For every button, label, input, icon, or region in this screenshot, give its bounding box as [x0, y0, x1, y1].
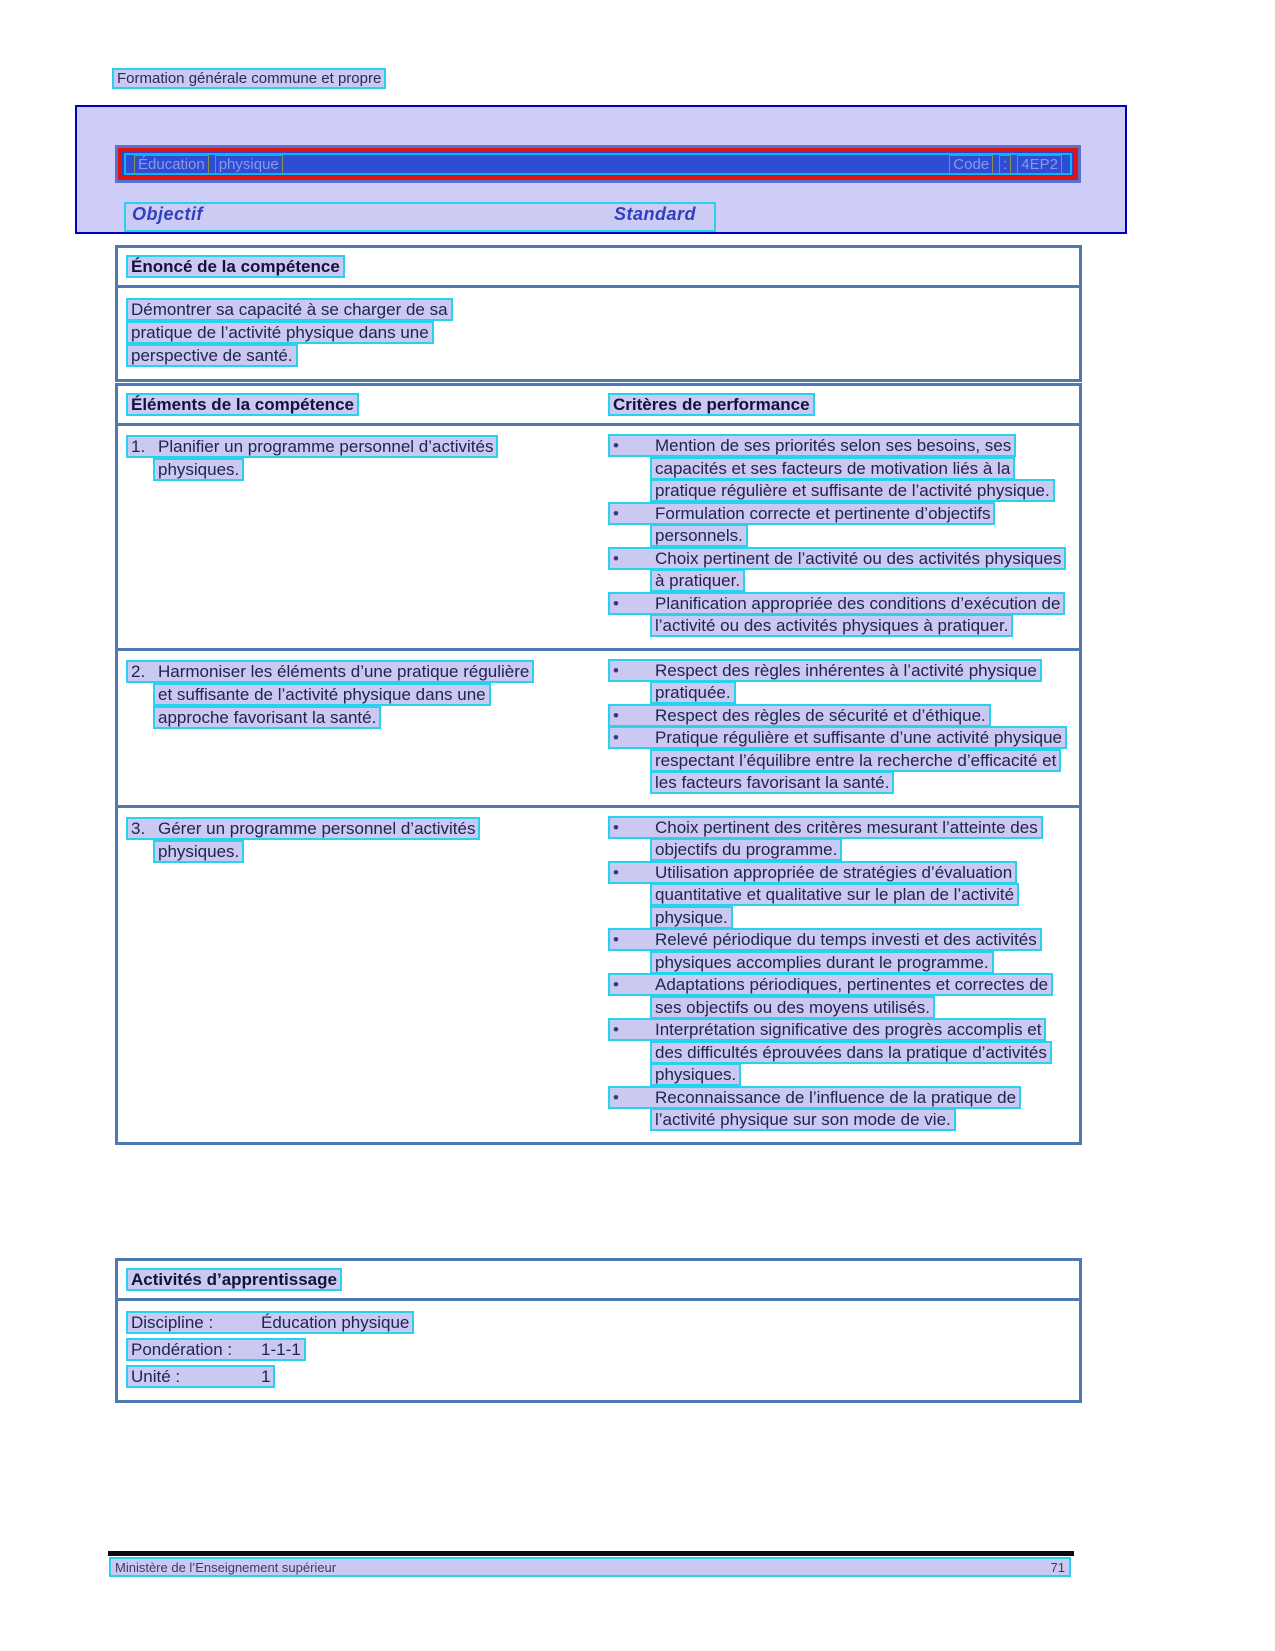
- element-number: 2.: [131, 661, 146, 681]
- activites-body: [118, 1301, 1079, 1400]
- element-cell-1: [118, 426, 600, 648]
- element-cell-2: [118, 651, 600, 805]
- footer-text: Ministère de l’Enseignement supérieur: [115, 1559, 337, 1575]
- bullet-icon: •: [613, 862, 619, 882]
- criterion-item: [608, 974, 1073, 1019]
- elements-header: Éléments de la compétence: [126, 393, 359, 416]
- criteria-cell-2: [600, 651, 1079, 805]
- table-row: [118, 426, 1079, 651]
- criterion-text: Relevé périodique du temps investi et des activités physiques accomplies durant le programme.: [655, 930, 1037, 972]
- element-item: [126, 660, 534, 729]
- title-bar-ocr-strip: [124, 153, 1072, 175]
- competence-table: [115, 383, 1082, 1145]
- bullet-icon: •: [613, 436, 619, 455]
- criterion-item: [608, 503, 1073, 548]
- criterion-text: Pratique régulière et suffisante d’une activité physique respectant l’équilibre entre la recherche d’efficacité et les facteurs favorisant la santé.: [655, 728, 1062, 792]
- bullet-icon: •: [613, 817, 619, 837]
- element-item: [126, 435, 498, 481]
- title-section: [75, 105, 1127, 234]
- criterion-text: Planification appropriée des conditions d’exécution de l’activité ou des activités physiques à pratiquer.: [655, 593, 1061, 635]
- criterion-item: [608, 435, 1073, 503]
- bullet-icon: •: [613, 503, 619, 523]
- criterion-item: [608, 705, 1073, 728]
- enonce-body: [118, 288, 1079, 379]
- bullet-icon: •: [613, 975, 619, 994]
- activites-title: Activités d’apprentissage: [126, 1268, 342, 1291]
- element-text: Harmoniser les éléments d’une pratique régulière et suffisante de l’activité physique dans une approche favorisant la santé.: [158, 661, 530, 727]
- criterion-item: [608, 593, 1073, 638]
- objectif-standard-row: [124, 202, 716, 232]
- criterion-text: Respect des règles inhérentes à l’activité physique pratiquée.: [655, 660, 1037, 702]
- criterion-text: Respect des règles de sécurité et d’éthique.: [655, 705, 986, 725]
- elements-header-cell: [118, 386, 600, 423]
- element-number: 3.: [131, 818, 146, 838]
- bullet-icon: •: [613, 1020, 619, 1039]
- element-number: 1.: [131, 437, 146, 456]
- criterion-item: [608, 548, 1073, 593]
- table-row: [118, 651, 1079, 808]
- element-cell-3: [118, 808, 600, 1142]
- table-row: [118, 808, 1079, 1142]
- criterion-text: Formulation correcte et pertinente d’objectifs personnels.: [655, 503, 991, 545]
- element-text: Planifier un programme personnel d’activités physiques.: [158, 437, 494, 479]
- bullet-icon: •: [613, 593, 619, 613]
- bullet-icon: •: [613, 930, 619, 949]
- criterion-text: Mention de ses priorités selon ses besoins, ses capacités et ses facteurs de motivation liés à la pratique régulière et suffisante de l’activité physique.: [655, 436, 1050, 500]
- unite-row: [126, 1363, 1071, 1390]
- standard-label: Standard: [614, 204, 697, 224]
- enonce-text: Démontrer sa capacité à se charger de sa pratique de l’activité physique dans une perspective de santé.: [126, 298, 453, 367]
- criterion-text: Choix pertinent des critères mesurant l’atteinte des objectifs du programme.: [655, 817, 1038, 859]
- bullet-icon: •: [613, 705, 619, 725]
- course-title-bar: [115, 145, 1081, 183]
- criterion-item: [608, 929, 1073, 974]
- enonce-title: Énoncé de la compétence: [126, 255, 345, 278]
- unite-label: Unité :: [131, 1367, 181, 1386]
- objectif-label: Objectif: [132, 204, 204, 224]
- table-header-row: [118, 386, 1079, 426]
- bullet-icon: •: [613, 548, 619, 568]
- criterion-text: Interprétation significative des progrès accomplis et des difficultés éprouvées dans la pratique d’activités physiques.: [655, 1020, 1047, 1084]
- criteres-header: Critères de performance: [608, 393, 815, 416]
- footer: [109, 1557, 1071, 1577]
- ponderation-label: Pondération :: [131, 1340, 233, 1359]
- discipline-value: Éducation physique: [261, 1313, 410, 1332]
- course-title: Éducation physique: [134, 155, 283, 174]
- enonce-box: [115, 245, 1082, 382]
- element-item: [126, 817, 480, 863]
- criterion-item: [608, 1019, 1073, 1087]
- bullet-icon: •: [613, 660, 619, 680]
- page-header-label: Formation générale commune et propre: [112, 68, 386, 89]
- bullet-icon: •: [613, 1087, 619, 1107]
- criterion-text: Choix pertinent de l’activité ou des activités physiques à pratiquer.: [655, 548, 1062, 590]
- activites-header: [118, 1261, 1079, 1301]
- element-text: Gérer un programme personnel d’activités physiques.: [158, 818, 476, 861]
- discipline-label: Discipline :: [131, 1313, 214, 1332]
- criterion-item: [608, 727, 1073, 795]
- criterion-item: [608, 1087, 1073, 1132]
- criterion-item: [608, 660, 1073, 705]
- discipline-row: [126, 1309, 1071, 1336]
- footer-rule: [108, 1551, 1074, 1556]
- ponderation-row: [126, 1336, 1071, 1363]
- criterion-item: [608, 817, 1073, 862]
- bullet-icon: •: [613, 728, 619, 747]
- ponderation-value: 1-1-1: [261, 1340, 301, 1359]
- enonce-header: [118, 248, 1079, 288]
- criterion-text: Reconnaissance de l’influence de la pratique de l’activité physique sur son mode de vie.: [655, 1087, 1017, 1129]
- criteres-header-cell: [600, 386, 1079, 423]
- course-code: Code : 4EP2: [949, 155, 1062, 174]
- criterion-text: Utilisation appropriée de stratégies d’évaluation quantitative et qualitative sur le plan de l’activité physique.: [655, 862, 1015, 927]
- activites-box: [115, 1258, 1082, 1403]
- criterion-text: Adaptations périodiques, pertinentes et correctes de ses objectifs ou des moyens utilisés.: [655, 975, 1049, 1017]
- criteria-cell-1: [600, 426, 1079, 648]
- title-bar-red-frame: [118, 148, 1078, 180]
- criteria-cell-3: [600, 808, 1079, 1142]
- page-number: 71: [1050, 1559, 1065, 1575]
- criterion-item: [608, 862, 1073, 930]
- unite-value: 1: [261, 1367, 271, 1386]
